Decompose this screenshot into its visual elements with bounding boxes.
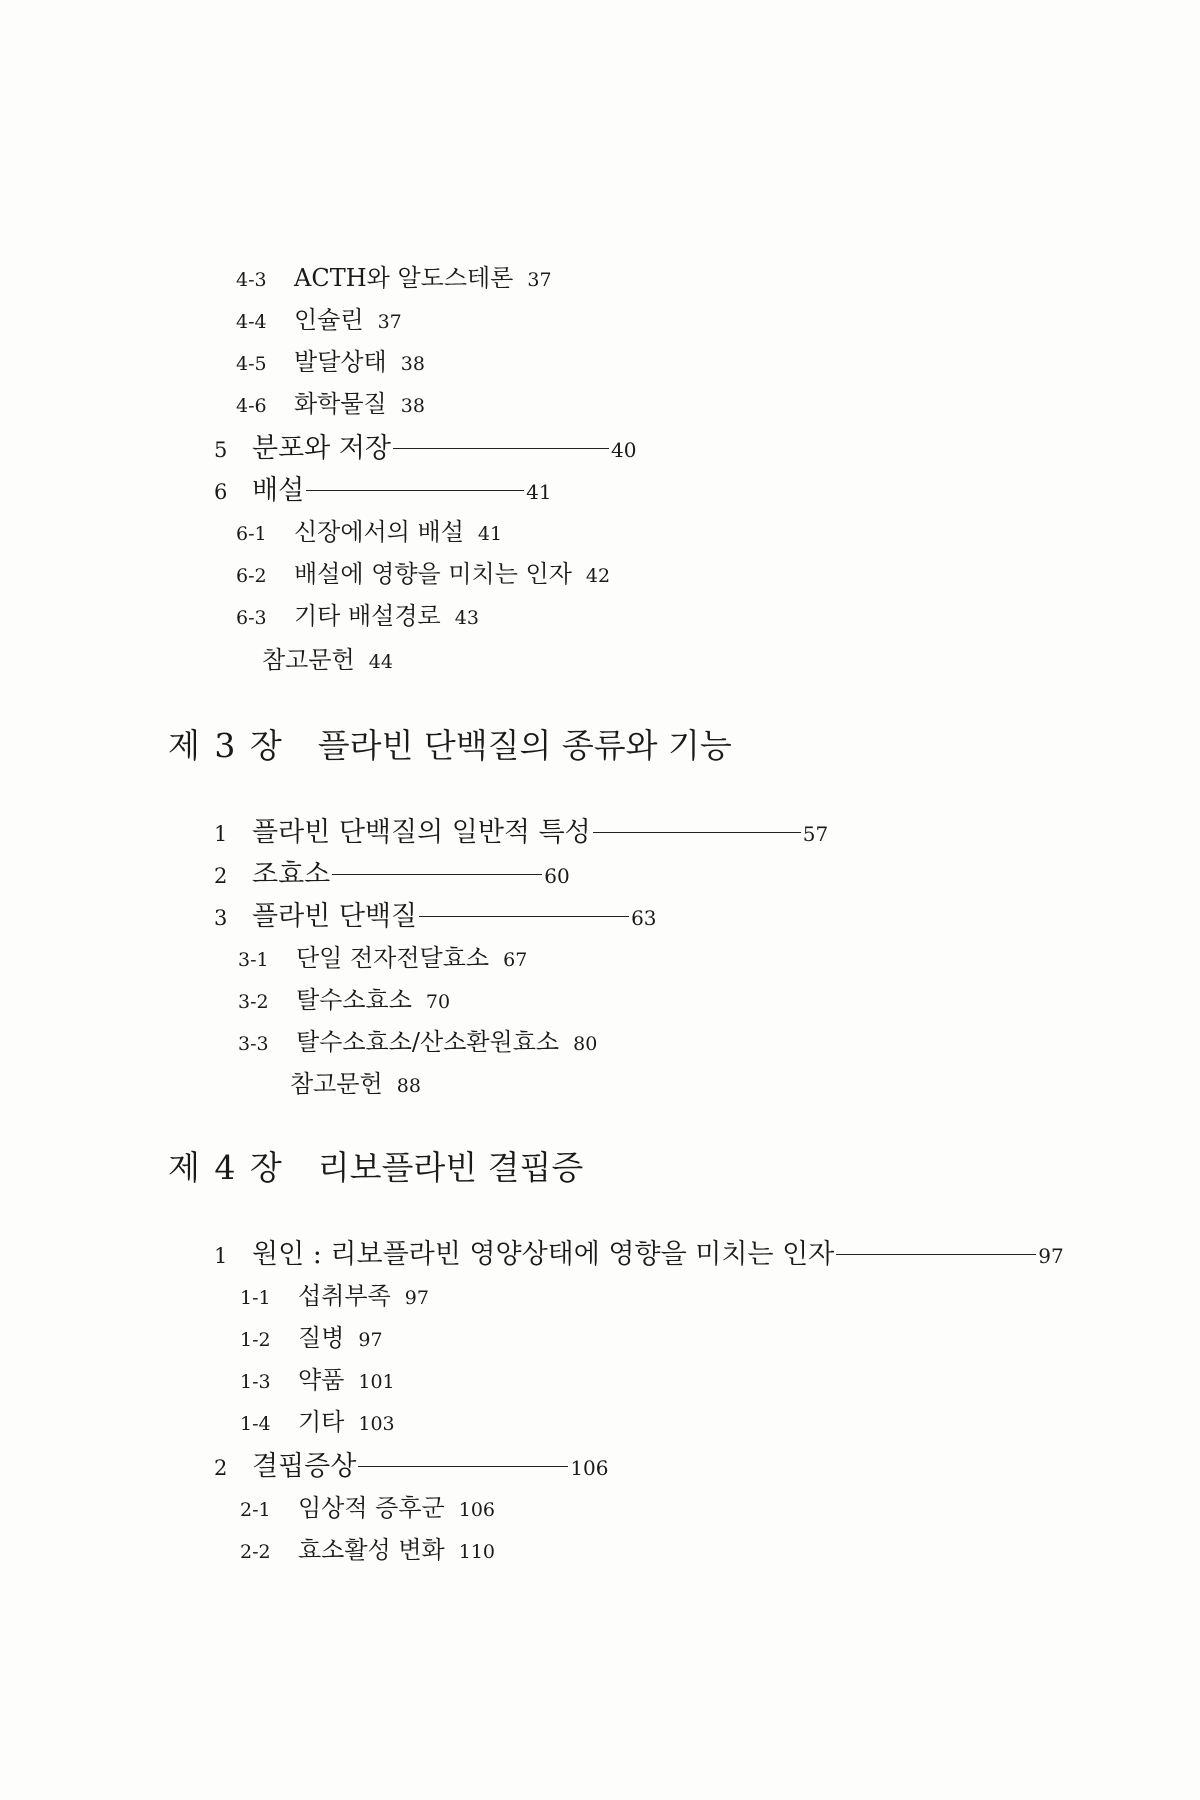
item-number: 6-3 — [236, 607, 267, 629]
item-number: 4-5 — [236, 353, 267, 375]
section-page: 57 — [802, 822, 829, 846]
toc-item — [238, 1022, 597, 1057]
item-page: 101 — [358, 1371, 395, 1393]
item-page: 97 — [404, 1287, 429, 1309]
references-title: 참고문헌 — [262, 646, 355, 674]
dot-leader — [358, 1466, 568, 1467]
item-title: ACTH와 알도스테론 — [294, 264, 514, 292]
toc-item — [236, 384, 425, 419]
toc-item — [236, 300, 402, 335]
item-title: 질병 — [298, 1324, 345, 1352]
item-title: 약품 — [298, 1366, 345, 1394]
toc-item — [240, 1318, 383, 1353]
item-page: 67 — [503, 949, 528, 971]
chapter-heading — [168, 720, 732, 767]
section-number: 6 — [214, 480, 228, 504]
section-title: 조효소 — [252, 859, 331, 890]
item-title: 배설에 영향을 미치는 인자 — [294, 560, 572, 588]
dot-leader — [593, 832, 801, 833]
item-number: 4-3 — [236, 269, 267, 291]
item-title: 발달상태 — [294, 348, 387, 376]
toc-item — [236, 512, 502, 547]
toc-item — [240, 1276, 429, 1311]
references-title: 참고문헌 — [290, 1070, 383, 1098]
section-page: 41 — [526, 480, 552, 504]
dot-leader — [332, 874, 542, 875]
section-title: 플라빈 단백질의 일반적 특성 — [252, 817, 591, 848]
section-title: 원인 : 리보플라빈 영양상태에 영향을 미치는 인자 — [252, 1239, 835, 1270]
item-number: 2-1 — [240, 1499, 271, 1521]
section-page: 106 — [570, 1456, 609, 1480]
item-title: 인슐린 — [294, 306, 364, 334]
section-title: 분포와 저장 — [252, 433, 391, 464]
item-title: 탈수소효소/산소환원효소 — [296, 1028, 560, 1056]
toc-section — [214, 852, 570, 891]
section-title: 배설 — [252, 475, 305, 506]
item-title: 신장에서의 배설 — [294, 518, 464, 546]
dot-leader — [306, 490, 524, 491]
toc-item — [240, 1530, 495, 1565]
references-page: 88 — [396, 1075, 421, 1097]
item-number: 1-1 — [240, 1287, 271, 1309]
toc-section — [214, 894, 657, 933]
item-page: 80 — [573, 1033, 598, 1055]
item-page: 106 — [458, 1499, 495, 1521]
section-page: 60 — [544, 864, 570, 888]
section-title: 결핍증상 — [252, 1451, 357, 1482]
item-title: 효소활성 변화 — [298, 1536, 445, 1564]
toc-section — [214, 426, 636, 465]
toc-references — [290, 1064, 421, 1099]
section-page: 40 — [611, 438, 637, 462]
chapter-label: 제 4 장 — [168, 1148, 284, 1187]
toc-section — [214, 1232, 1064, 1271]
section-number: 1 — [214, 822, 228, 846]
item-page: 110 — [458, 1541, 495, 1563]
item-page: 43 — [454, 607, 479, 629]
item-page: 41 — [477, 523, 503, 545]
toc-item — [238, 980, 450, 1015]
toc-item — [238, 938, 527, 973]
item-page: 103 — [358, 1413, 395, 1435]
section-number: 2 — [214, 864, 228, 888]
section-title: 플라빈 단백질 — [252, 901, 418, 932]
toc-item — [240, 1488, 495, 1523]
chapter-title: 플라빈 단백질의 종류와 기능 — [317, 726, 732, 765]
item-title: 탈수소효소 — [296, 986, 412, 1014]
toc-item — [236, 554, 610, 589]
item-number: 3-3 — [238, 1033, 269, 1055]
toc-item — [236, 596, 479, 631]
item-page: 37 — [377, 311, 402, 333]
toc-item — [240, 1402, 395, 1437]
dot-leader — [393, 448, 609, 449]
item-number: 3-1 — [238, 949, 269, 971]
dot-leader — [836, 1254, 1036, 1255]
section-page: 97 — [1038, 1244, 1064, 1268]
toc-section — [214, 468, 552, 507]
chapter-title: 리보플라빈 결핍증 — [317, 1148, 584, 1187]
item-title: 화학물질 — [294, 390, 387, 418]
item-number: 1-3 — [240, 1371, 271, 1393]
toc-section — [214, 1444, 609, 1483]
item-title: 임상적 증후군 — [298, 1494, 445, 1522]
item-number: 4-4 — [236, 311, 267, 333]
dot-leader — [419, 916, 629, 917]
section-number: 5 — [214, 438, 228, 462]
item-number: 2-2 — [240, 1541, 271, 1563]
toc-references — [262, 640, 393, 675]
section-page: 63 — [631, 906, 657, 930]
section-number: 3 — [214, 906, 228, 930]
toc-item — [236, 258, 552, 293]
references-page: 44 — [368, 651, 393, 673]
chapter-heading — [168, 1142, 583, 1189]
item-number: 6-1 — [236, 523, 267, 545]
item-title: 기타 배설경로 — [294, 602, 441, 630]
section-number: 1 — [214, 1244, 228, 1268]
item-page: 42 — [585, 565, 611, 587]
item-number: 1-4 — [240, 1413, 271, 1435]
item-page: 37 — [527, 269, 552, 291]
toc-section — [214, 810, 828, 849]
item-title: 섭취부족 — [298, 1282, 391, 1310]
chapter-label: 제 3 장 — [168, 726, 284, 765]
section-number: 2 — [214, 1456, 228, 1480]
item-number: 1-2 — [240, 1329, 271, 1351]
item-number: 6-2 — [236, 565, 267, 587]
item-page: 70 — [425, 991, 451, 1013]
toc-item — [236, 342, 425, 377]
item-page: 97 — [358, 1329, 383, 1351]
item-page: 38 — [400, 395, 425, 417]
item-number: 4-6 — [236, 395, 267, 417]
item-number: 3-2 — [238, 991, 269, 1013]
toc-item — [240, 1360, 395, 1395]
item-title: 단일 전자전달효소 — [296, 944, 490, 972]
item-page: 38 — [400, 353, 425, 375]
item-title: 기타 — [298, 1408, 345, 1436]
